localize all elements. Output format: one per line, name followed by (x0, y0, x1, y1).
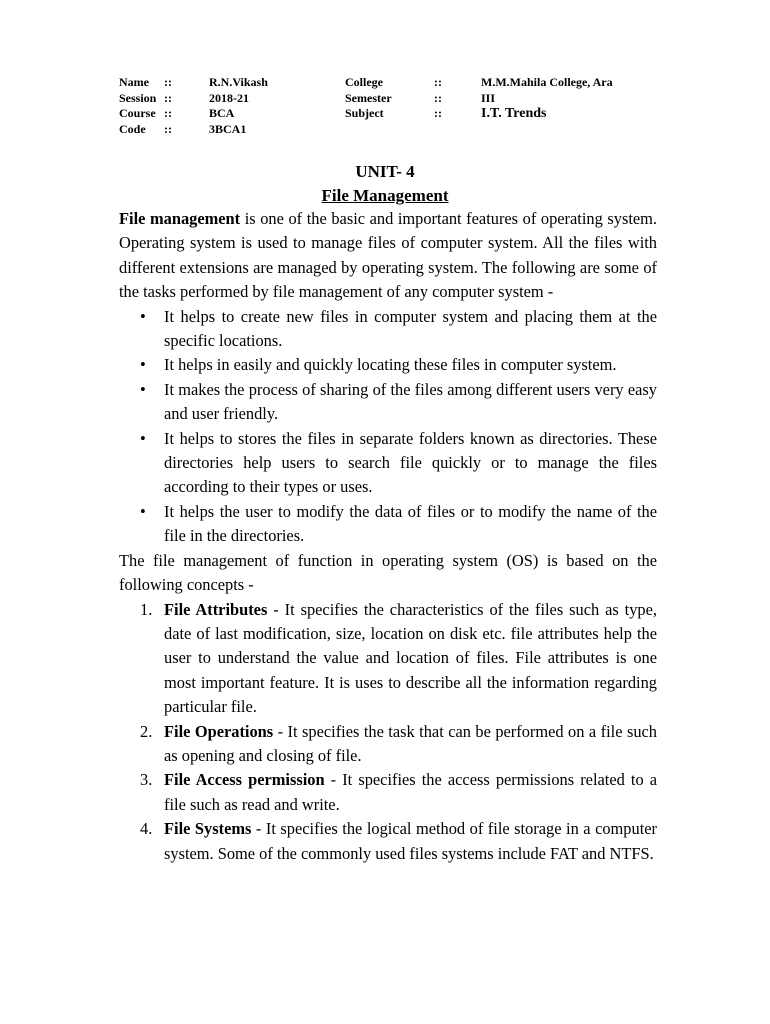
info-separator: :: (434, 90, 442, 105)
concept-text: - It specifies the task that can be performed on a file such as opening and closing of file. (164, 721, 657, 765)
info-separator: :: (164, 121, 172, 136)
list-item (119, 500, 657, 549)
list-item (119, 353, 657, 377)
list-item (119, 817, 657, 866)
list-item (119, 720, 657, 769)
bullet-icon: • (140, 306, 146, 326)
document-body (119, 207, 657, 866)
unit-title: UNIT- 4 (355, 162, 415, 181)
item-number: 3. (140, 770, 153, 790)
info-label: Subject (345, 106, 384, 120)
section-title: File Management (321, 186, 449, 205)
concepts-numbered-list (119, 598, 657, 866)
concept-term: File Systems (164, 819, 252, 839)
bullet-icon: • (140, 355, 146, 375)
concept-text: - It specifies the characteristics of the files such as type, date of last modification, size, location on disk etc. file attributes help the user to understand the value and location of files. File attributes is one most important feature. It is uses to describe all the information regarding particular file. (164, 599, 657, 717)
info-value: R.N.Vikash (209, 75, 268, 89)
bullet-text: It makes the process of sharing of the files among different users very easy and user friendly. (164, 379, 657, 424)
info-label: Name (119, 75, 149, 89)
info-value: 2018-21 (209, 90, 249, 105)
concept-term: File Access permission (164, 770, 325, 790)
list-item (119, 378, 657, 427)
bullet-icon: • (140, 379, 146, 399)
bullet-text: It helps to stores the files in separate folders known as directories. These directories help users to search file quickly or to manage the files according to their types or uses. (164, 428, 657, 497)
concept-text: - It specifies the access permissions related to a file such as read and write. (164, 770, 657, 814)
list-item (119, 768, 657, 817)
info-value: 3BCA1 (209, 121, 247, 136)
info-value: I.T. Trends (481, 106, 547, 121)
bullet-text: It helps in easily and quickly locating these files in computer system. (164, 355, 617, 375)
concept-term: File Operations (164, 721, 274, 741)
item-number: 2. (140, 721, 153, 741)
info-separator: :: (434, 75, 442, 89)
bullet-icon: • (140, 428, 146, 448)
info-separator: :: (164, 106, 172, 120)
info-label: Code (119, 121, 146, 136)
info-label: College (345, 75, 383, 89)
info-value: III (481, 90, 496, 105)
item-number: 4. (140, 819, 153, 839)
list-item (119, 427, 657, 500)
bullet-text: It helps the user to modify the data of files or to modify the name of the file in the directories. (164, 501, 657, 546)
intro-text: is one of the basic and important features of operating system. Operating system is used to manage files of computer system. All the files with different extensions are managed by operating system. The following are some of the tasks performed by file management of any computer system - (119, 209, 657, 302)
info-separator: :: (434, 106, 442, 120)
task-bullet-list (119, 305, 657, 549)
list-item (119, 305, 657, 354)
info-label: Session (119, 90, 157, 105)
concept-text: - It specifies the logical method of file storage in a computer system. Some of the commonly used files systems include FAT and NTFS. (164, 819, 657, 863)
item-number: 1. (140, 599, 153, 619)
concepts-intro-paragraph: The file management of function in operating system (OS) is based on the following concepts - (119, 550, 657, 595)
list-item (119, 598, 657, 720)
info-separator: :: (164, 75, 172, 89)
intro-paragraph (119, 207, 657, 305)
info-separator: :: (164, 90, 172, 105)
info-label: Course (119, 106, 156, 120)
info-value: BCA (209, 106, 235, 120)
info-value: M.M.Mahila College, Ara (481, 75, 613, 89)
concept-term: File Attributes (164, 599, 268, 619)
bullet-text: It helps to create new files in computer system and placing them at the specific locations. (164, 306, 657, 351)
info-label: Semester (345, 90, 392, 105)
bullet-icon: • (140, 501, 146, 521)
intro-term: File management (119, 209, 241, 228)
